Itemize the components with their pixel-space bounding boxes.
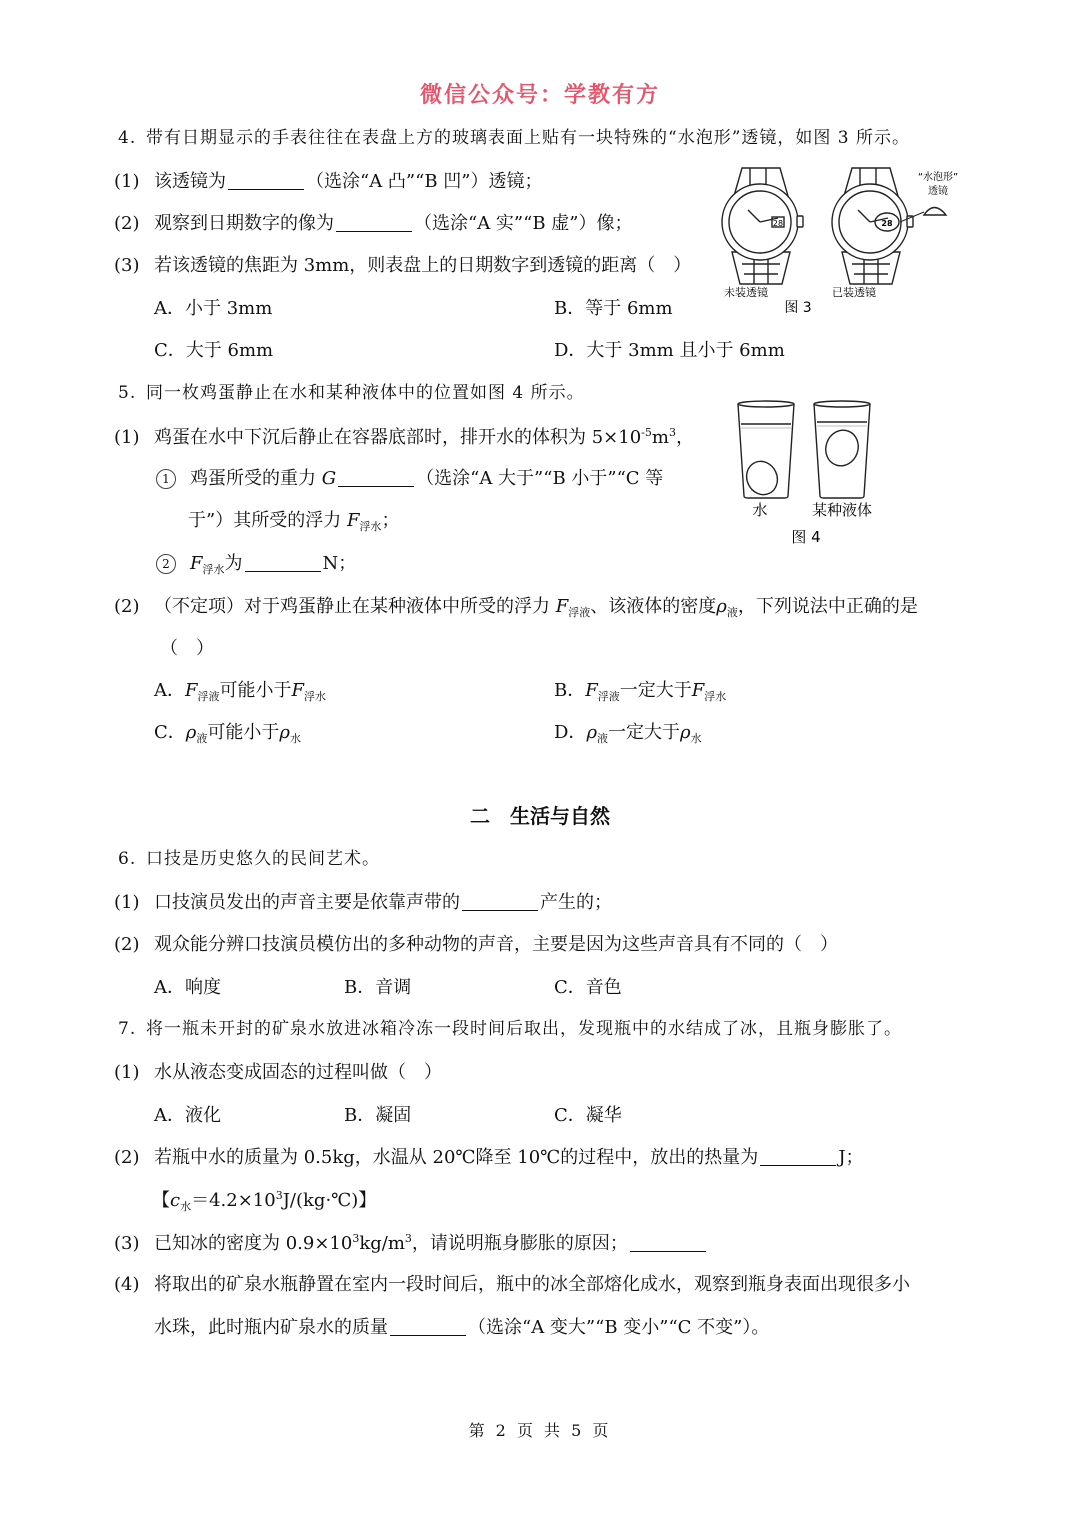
lens-callout-line2: 透镜 — [928, 186, 948, 197]
q5-sub2-unit: N； — [322, 553, 357, 574]
q5-part1 — [114, 426, 694, 449]
q7-part3: (3) 已知冰的密度为 $0.9\times 10^3kg/m^3$，请说明瓶身膨胀的原因； — [114, 1232, 708, 1255]
q4-stem — [118, 128, 910, 148]
q7-part1-number: (1) — [114, 1062, 140, 1083]
q5-sub2-var: F — [190, 553, 203, 574]
q6-part1-blank[interactable] — [462, 892, 538, 911]
q6-part1-text: 口技演员发出的声音主要是依靠声带的 — [154, 892, 460, 913]
q5-part2-paren: （ ） — [160, 638, 214, 659]
q5-part1-exponent: -5 — [641, 426, 652, 439]
q6-part1-text-after: 产生的； — [540, 892, 612, 913]
q5-sub1-text-after: （选涂“A 大于”“B 小于”“C 等 — [416, 468, 664, 489]
q5-sub1-var: G — [321, 468, 337, 489]
q5-sub1-line2 — [188, 510, 399, 533]
q4-part2-text-after: （选涂“A 实”“B 虚”）像； — [414, 213, 633, 234]
q4-option-c[interactable]: C．大于 6mm — [154, 340, 274, 361]
q7-part4-line2 — [154, 1317, 769, 1339]
q5-sub1-line2-text: 于”）其所受的浮力 — [188, 510, 347, 531]
q7-part1 — [114, 1062, 442, 1084]
section-2-title: 二 生活与自然 — [470, 804, 610, 828]
q5-option-a[interactable]: A．$F_{浮液}$可能小于$F_{浮水}$ — [154, 680, 326, 703]
q7-part2-unit: J； — [838, 1147, 864, 1168]
q5-option-b[interactable]: B．$F_{浮液}$一定大于$F_{浮水}$ — [554, 680, 727, 703]
q6-option-b[interactable]: B．音调 — [344, 977, 412, 998]
q6-part2-text: 观众能分辨口技演员模仿出的多种动物的声音，主要是因为这些声音具有不同的（ ） — [154, 934, 838, 955]
q7-part3-blank[interactable] — [630, 1233, 706, 1252]
q5-part1-unit-exponent: 3 — [668, 426, 676, 439]
watch-without-lens-icon — [722, 168, 803, 284]
q4-part2-number: (2) — [114, 213, 140, 234]
q5-sub2 — [156, 553, 356, 576]
q4-option-b[interactable]: B．等于 6mm — [554, 298, 673, 319]
q5-part2-text-b: 、该液体的密度 — [590, 596, 717, 617]
q5-part2-text: （不定项）对于鸡蛋静止在某种液体中所受的浮力 — [154, 596, 556, 617]
q7-part2-text: 若瓶中水的质量为 0.5kg，水温从 20℃降至 10℃的过程中，放出的热量为 — [154, 1147, 759, 1168]
q4-part1-text-after: （选涂“A 凸”“B 凹”）透镜； — [306, 171, 543, 192]
figure-3-caption: 图 3 — [784, 300, 812, 316]
q6-part1-number: (1) — [114, 892, 140, 913]
watch-left-label: 未装透镜 — [724, 286, 768, 299]
page-footer: 第 2 页 共 5 页 — [468, 1421, 612, 1440]
q7-option-b[interactable]: B．凝固 — [344, 1105, 412, 1126]
q4-option-d[interactable]: D．大于 3mm 且小于 6mm — [554, 340, 785, 361]
q5-part2-number: (2) — [114, 596, 140, 617]
q6-part2-number: (2) — [114, 934, 140, 955]
q5-part2-rho-sub: 液 — [726, 606, 738, 619]
q7-part4-blank[interactable] — [390, 1317, 466, 1336]
figure-4-label-water: 水 — [752, 501, 768, 519]
lens-callout-line1: “水泡形” — [917, 172, 959, 183]
q4-part2-text: 观察到日期数字的像为 — [154, 213, 334, 234]
q5-part1-text: 鸡蛋在水中下沉后静止在容器底部时，排开水的体积为 5×10 — [154, 427, 642, 448]
q6-stem-text: 口技是历史悠久的民间艺术。 — [146, 849, 380, 869]
glass-liquid-icon — [814, 401, 870, 498]
q5-sub1-line2-punct: ； — [381, 510, 400, 531]
q5-option-c[interactable]: C．$\rho_液$可能小于$\rho_水$ — [154, 722, 301, 745]
q5-part2 — [114, 596, 918, 619]
q4-number: 4. — [118, 128, 137, 148]
q4-part1-number: (1) — [114, 171, 140, 192]
q6-part2 — [114, 934, 838, 956]
q7-stem-text: 将一瓶未开封的矿泉水放进冰箱冷冻一段时间后取出，发现瓶中的水结成了冰，且瓶身膨胀了。 — [146, 1019, 902, 1039]
q6-part1 — [114, 892, 612, 914]
q4-part2 — [114, 213, 632, 235]
q4-part1-text: 该透镜为 — [154, 171, 226, 192]
q4-part3-text: 若该透镜的焦距为 3mm，则表盘上的日期数字到透镜的距离（ ） — [154, 255, 692, 276]
q5-stem-text: 同一枚鸡蛋静止在水和某种液体中的位置如图 4 所示。 — [146, 383, 585, 403]
q5-sub2-sub: 浮水 — [202, 563, 225, 576]
q7-part1-text: 水从液态变成固态的过程叫做（ ） — [154, 1062, 442, 1083]
q6-stem — [118, 849, 380, 869]
q7-part3-text: 已知冰的密度为 0.9×10 — [154, 1233, 353, 1254]
figure-4-glasses — [730, 398, 890, 550]
q7-part4-number: (4) — [114, 1274, 140, 1295]
q4-part1-blank[interactable] — [228, 171, 304, 190]
q5-sub2-text: 为 — [224, 553, 243, 574]
q6-option-a[interactable]: A．响度 — [154, 977, 221, 998]
glass-water-icon — [738, 401, 794, 500]
q5-part2-rho: ρ — [716, 596, 727, 617]
q4-part3-number: (3) — [114, 255, 140, 276]
q5-number: 5. — [118, 383, 137, 403]
q7-part2-number: (2) — [114, 1147, 140, 1168]
q5-stem — [118, 383, 585, 403]
q7-part2-blank[interactable] — [760, 1147, 836, 1166]
q6-number: 6. — [118, 849, 137, 869]
q7-part2 — [114, 1147, 864, 1169]
q4-part3 — [114, 255, 691, 277]
figure-4-caption: 图 4 — [791, 528, 821, 546]
q7-part3-number: (3) — [114, 1233, 140, 1254]
figure-4-label-liquid: 某种液体 — [811, 501, 873, 519]
q7-part4-line2-text: 水珠，此时瓶内矿泉水的质量 — [154, 1317, 388, 1338]
q7-option-c[interactable]: C．凝华 — [554, 1105, 622, 1126]
q7-part4-line1: 将取出的矿泉水瓶静置在室内一段时间后，瓶中的冰全部熔化成水，观察到瓶身表面出现很多小 — [154, 1274, 910, 1295]
q5-part1-number: (1) — [114, 427, 140, 448]
q7-part4-line2-text-after: （选涂“A 变大”“B 变小”“C 不变”）。 — [468, 1317, 770, 1338]
q5-part1-punct: ， — [675, 427, 694, 448]
q7-number: 7. — [118, 1019, 137, 1039]
q7-option-a[interactable]: A．液化 — [154, 1105, 221, 1126]
q4-part2-blank[interactable] — [336, 213, 412, 232]
figure-3-watches — [712, 160, 970, 318]
q5-sub1-line2-sub: 浮水 — [359, 520, 382, 533]
q5-part2-var: F — [555, 596, 569, 617]
q5-sub2-blank[interactable] — [245, 553, 321, 572]
q5-sub1-blank[interactable] — [338, 468, 414, 487]
q7-part4 — [114, 1274, 910, 1296]
q5-part1-unit: m — [651, 427, 669, 448]
watch-right-label: 已装透镜 — [832, 286, 876, 299]
q6-option-c[interactable]: C．音色 — [554, 977, 622, 998]
q7-stem — [118, 1019, 902, 1039]
watch-left-date: 28 — [772, 219, 784, 228]
q7-part2-note: 【$c_水=4.2\times 10^3J/(kg\cdot℃)$】 — [152, 1189, 377, 1213]
q4-stem-text: 带有日期显示的手表往往在表盘上方的玻璃表面上贴有一块特殊的“水泡形”透镜，如图 3 所示。 — [146, 128, 911, 148]
q5-sub1-line2-var: F — [346, 510, 360, 531]
q5-part2-text-c: ，下列说法中正确的是 — [737, 596, 918, 617]
q4-option-a[interactable]: A．小于 3mm — [154, 298, 273, 319]
watch-right-date: 28 — [881, 219, 893, 228]
q5-sub2-mark: 2 — [156, 554, 176, 574]
page-header-watermark: 微信公众号：学教有方 — [419, 83, 660, 108]
q5-sub1 — [156, 468, 663, 490]
q4-part1 — [114, 171, 542, 193]
q5-option-d[interactable]: D．$\rho_液$一定大于$\rho_水$ — [554, 722, 702, 745]
q5-sub1-text: 鸡蛋所受的重力 — [190, 468, 322, 489]
q5-part2-sub: 浮液 — [568, 606, 591, 619]
q5-sub1-mark: 1 — [156, 469, 176, 489]
